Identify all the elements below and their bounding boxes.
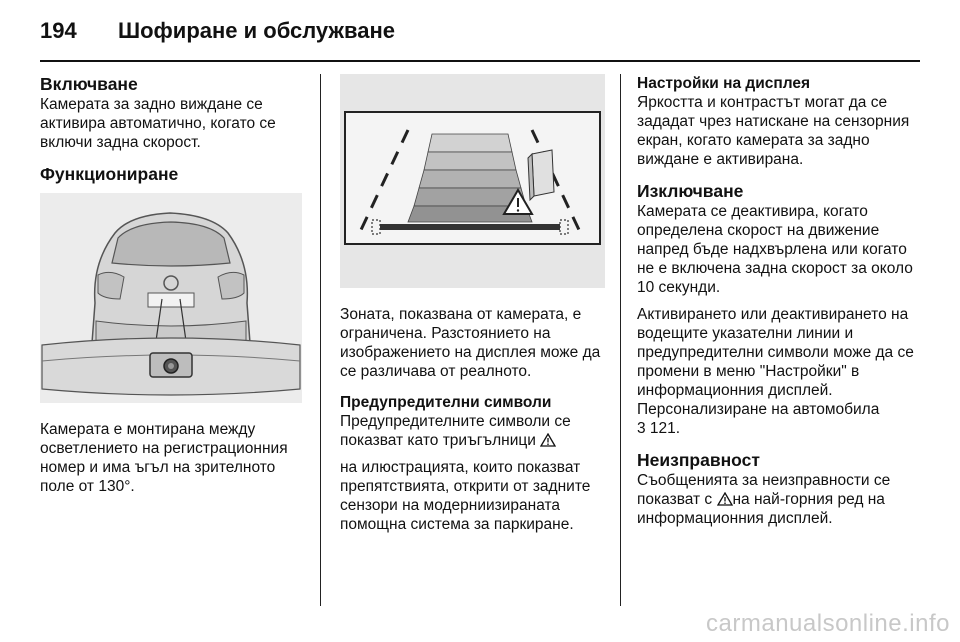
section-heading-disable: Изключване <box>637 181 744 201</box>
paragraph: Съобщенията за неизправности се показват с на най-горния ред на информационния дисплей. <box>637 472 891 527</box>
column-divider <box>620 74 621 606</box>
page-header <box>40 12 920 52</box>
chapter-title: Шофиране и обслужване <box>118 18 396 43</box>
paragraph: Активирането или деактивирането на водещите указателни линии и предупредителни символи може да се промени в меню "Настройки" в информационния дисплей. <box>637 306 914 399</box>
page-reference[interactable]: 3 121. <box>637 420 681 437</box>
paragraph: Камерата се деактивира, когато определена скорост на движение напред бъде надхвърлена или когато не е включена задна скорост за около 10 секунди. <box>637 203 913 296</box>
paragraph: Зоната, показвана от камерата, е ограничена. Разстоянието на изображението на дисплея може да се различава от реалното. <box>340 306 601 380</box>
section-heading-display-settings: Настройки на дисплея <box>637 75 811 92</box>
column-divider <box>320 74 321 606</box>
column-1 <box>40 74 302 496</box>
link-personalization[interactable]: Персонализиране на автомобила <box>637 401 880 418</box>
column-2 <box>340 74 605 534</box>
section-heading-function: Функциониране <box>40 164 179 184</box>
column-3 <box>637 74 927 528</box>
page-number: 194 <box>40 18 77 43</box>
warning-triangle-icon <box>717 492 733 506</box>
camera-display-illustration <box>340 74 605 288</box>
section-heading-fault: Неизправност <box>637 450 760 470</box>
paragraph: Камерата за задно виждане се активира автоматично, когато се включи задна скорост. <box>40 96 276 151</box>
section-heading-warnings: Предупредителни символи <box>340 394 552 411</box>
paragraph: Яркостта и контрастът могат да се зададат чрез натискане на сензорния екран, когато камерата за задно виждане е активирана. <box>637 94 910 168</box>
paragraph: Предупредителните символи се показват като триъгълници <box>340 413 571 449</box>
warning-triangle-icon <box>540 433 556 447</box>
rear-car-camera-illustration <box>40 193 302 403</box>
paragraph: на илюстрацията, които показват препятствията, открити от задните сензори на модерниизираната помощна система за паркиране. <box>340 459 591 533</box>
watermark: carmanualsonline.info <box>706 610 950 637</box>
section-heading-enable: Включване <box>40 74 138 94</box>
header-rule <box>40 60 920 62</box>
caption: Камерата е монтирана между осветлението на регистрационния номер и има ъгъл на зрителното поле от 130°. <box>40 421 288 495</box>
